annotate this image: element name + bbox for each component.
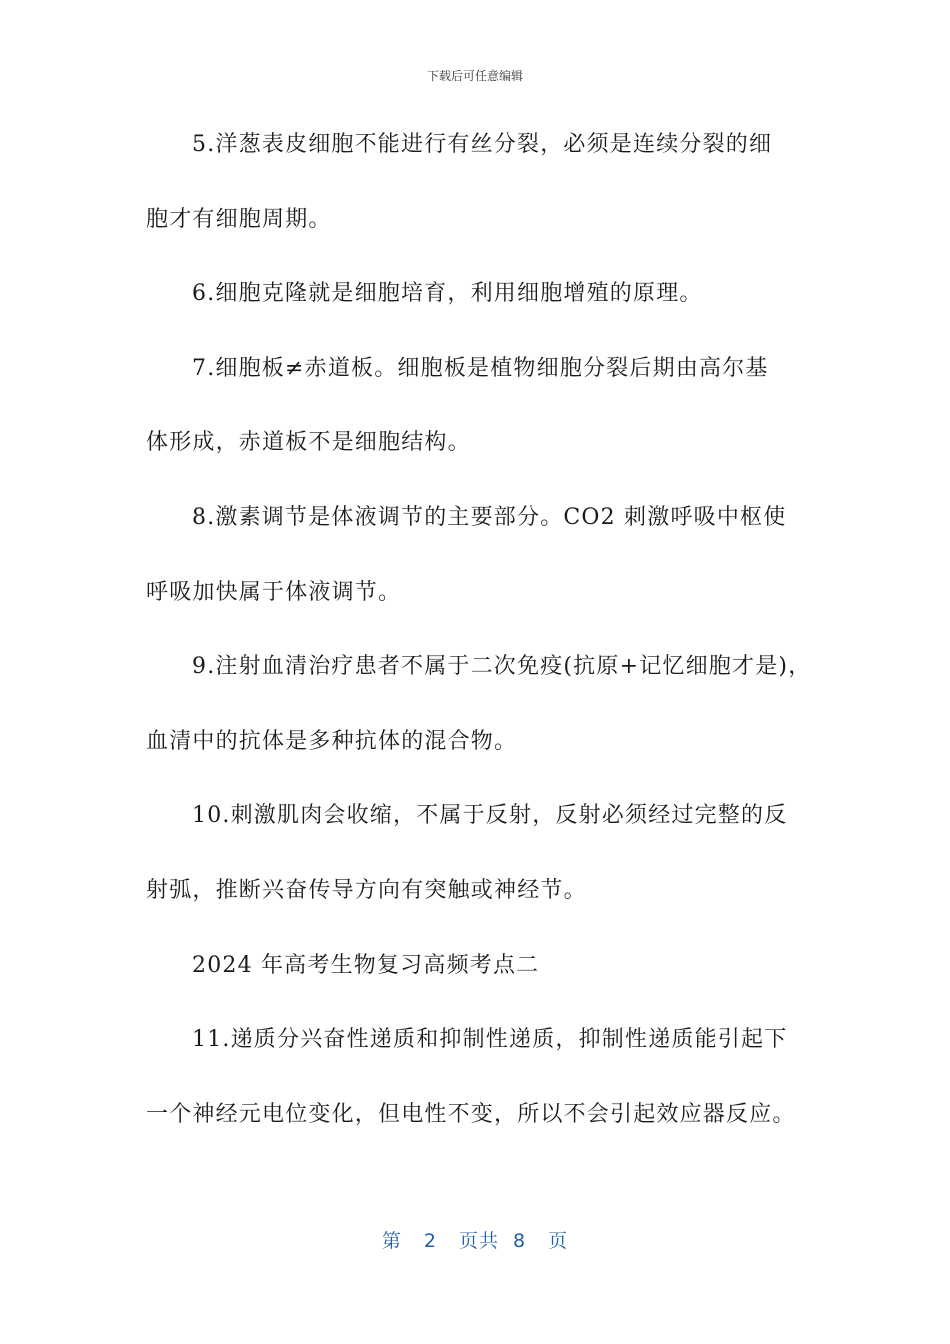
paragraph-5-line-1: 5.洋葱表皮细胞不能进行有丝分裂，必须是连续分裂的细 — [192, 132, 773, 157]
page-footer — [0, 1226, 950, 1253]
footer-total-pages: 8 — [513, 1230, 527, 1252]
document-body — [146, 122, 816, 1166]
paragraph-9-line-1: 9.注射血清治疗患者不属于二次免疫(抗原+记忆细胞才是)， — [192, 654, 812, 680]
paragraph-11-line-2: 一个神经元电位变化，但电性不变，所以不会引起效应器反应。 — [146, 1101, 796, 1127]
footer-current-page: 2 — [423, 1230, 437, 1252]
paragraph-7-line-1: 7.细胞板≠赤道板。细胞板是植物细胞分裂后期由高尔基 — [192, 355, 769, 381]
paragraph-11-line-1: 11.递质分兴奋性递质和抑制性递质，抑制性递质能引起下 — [192, 1027, 788, 1053]
paragraph-10-line-2: 射弧，推断兴奋传导方向有突触或神经节。 — [146, 877, 587, 903]
footer-label-prefix: 第 — [381, 1230, 402, 1252]
paragraph-8-line-2: 呼吸加快属于体液调节。 — [146, 579, 402, 605]
paragraph-5-line-2: 胞才有细胞周期。 — [146, 206, 332, 232]
paragraph-9-line-2: 血清中的抗体是多种抗体的混合物。 — [146, 728, 518, 754]
paragraph-10-line-1: 10.刺激肌肉会收缩，不属于反射，反射必须经过完整的反 — [192, 803, 788, 829]
header-note: 下载后可任意编辑 — [426, 69, 523, 83]
footer-label-suffix: 页 — [548, 1230, 569, 1252]
footer-label-middle: 页共 — [458, 1230, 499, 1252]
paragraph-7-line-2: 体形成，赤道板不是细胞结构。 — [146, 430, 471, 456]
paragraph-8-line-1: 8.激素调节是体液调节的主要部分。CO2 刺激呼吸中枢使 — [192, 504, 787, 530]
paragraph-6-line-1: 6.细胞克隆就是细胞培育，利用细胞增殖的原理。 — [192, 281, 703, 307]
section-heading: 2024 年高考生物复习高频考点二 — [192, 952, 540, 978]
